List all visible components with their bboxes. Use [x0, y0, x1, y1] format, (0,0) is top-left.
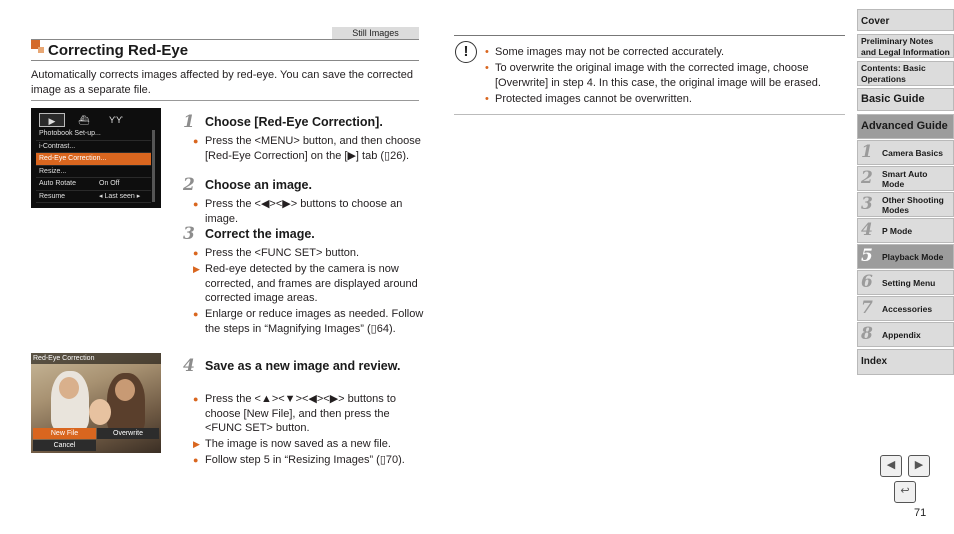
nav-chapter-8[interactable]: 8 Appendix: [857, 322, 954, 347]
print-tab-icon: ⛴: [78, 115, 90, 125]
caution-icon: !: [455, 41, 477, 63]
section-heading: [31, 39, 419, 61]
overwrite-option: Overwrite: [97, 428, 159, 439]
camera-menu-row: Photobook Set-up...: [36, 128, 151, 141]
step-result: ▶ The image is now saved as a new file.: [193, 438, 391, 450]
cancel-option: Cancel: [33, 440, 96, 451]
camera-menu-list: [36, 128, 151, 203]
step-heading: Correct the image.: [205, 227, 315, 241]
page-title: Correcting Red-Eye: [48, 42, 189, 59]
intro-text: Automatically corrects images affected by red-eye. You can save the corrected image as a separate file.: [31, 69, 413, 96]
face-child: [89, 399, 111, 425]
caution-item: • To overwrite the original image with the corrected image, choose [Overwrite] in step 4. In this case, the original image will be erased.: [485, 62, 821, 89]
camera-menu-row: Resume ◂ Last seen ▸: [36, 191, 151, 204]
notice-divider-bottom: [454, 114, 845, 115]
step-heading: Choose [Red-Eye Correction].: [205, 115, 383, 129]
step-bullet: ● Press the <MENU> button, and then choose [Red-Eye Correction] on the [▶] tab (▯26).: [193, 135, 421, 162]
step-number: 1: [183, 112, 195, 132]
section-tab-label: Still Images: [332, 27, 419, 39]
camera-menu-tabs: [35, 113, 157, 127]
camera-menu-scrollbar: [152, 130, 155, 202]
face-left: [59, 377, 79, 399]
nav-chapter-3[interactable]: 3 Other Shooting Modes: [857, 192, 954, 217]
nav-index[interactable]: Index: [857, 349, 954, 375]
face-right: [115, 379, 135, 401]
settings-tab-icon: ƳƳ: [109, 115, 123, 125]
step-bullet: ● Follow step 5 in “Resizing Images” (▯70).: [193, 454, 405, 466]
nav-advanced-guide[interactable]: Advanced Guide: [857, 114, 954, 139]
nav-chapter-5[interactable]: 5 Playback Mode: [857, 244, 954, 269]
nav-chapter-6[interactable]: 6 Setting Menu: [857, 270, 954, 295]
nav-chapter-1[interactable]: 1 Camera Basics: [857, 140, 954, 165]
step-number: 2: [183, 175, 195, 195]
nav-cover[interactable]: Cover: [857, 9, 954, 31]
nav-chapter-7[interactable]: 7 Accessories: [857, 296, 954, 321]
next-page-icon[interactable]: ▶: [908, 455, 930, 477]
return-icon[interactable]: ↩: [894, 481, 916, 503]
camera-menu-row: Auto Rotate On Off: [36, 178, 151, 191]
step-number: 4: [183, 356, 195, 376]
intro-divider: [31, 100, 419, 101]
step-result: ▶ Red-eye detected by the camera is now corrected, and frames are displayed around corrected image areas.: [193, 263, 418, 304]
step-number: 3: [183, 224, 195, 244]
caution-notes: [485, 45, 845, 108]
camera-menu-row: i-Contrast...: [36, 141, 151, 154]
nav-contents[interactable]: Contents: Basic Operations: [857, 61, 954, 86]
camera-menu-row-selected: Red-Eye Correction...: [36, 153, 151, 166]
red-eye-preview-screenshot: [31, 353, 161, 453]
preview-header: Red-Eye Correction: [31, 353, 161, 364]
step-bullet: ● Press the <◀><▶> buttons to choose an image.: [193, 198, 403, 225]
step-bullet: ● Press the <FUNC SET> button.: [193, 247, 360, 259]
heading-marker-accent: [38, 47, 44, 53]
step-bullet: ● Press the <▲><▼><◀><▶> buttons to choose [New File], and then press the <FUNC SET> button.: [193, 393, 396, 434]
new-file-option: New File: [33, 428, 96, 439]
nav-basic-guide[interactable]: Basic Guide: [857, 88, 954, 111]
camera-menu-row: Resize...: [36, 166, 151, 179]
step-bullet: ● Enlarge or reduce images as needed. Follow the steps in “Magnifying Images” (▯64).: [193, 308, 424, 335]
notice-divider-top: [454, 35, 845, 36]
step-heading: Save as a new image and review.: [205, 359, 401, 373]
previous-page-icon[interactable]: ◀: [880, 455, 902, 477]
nav-chapter-2[interactable]: 2 Smart Auto Mode: [857, 166, 954, 191]
caution-item: • Protected images cannot be overwritten.: [485, 92, 692, 105]
camera-menu-screenshot: [31, 108, 161, 208]
nav-chapter-4[interactable]: 4 P Mode: [857, 218, 954, 243]
page-number: 71: [914, 507, 927, 519]
step-heading: Choose an image.: [205, 178, 312, 192]
caution-item: • Some images may not be corrected accurately.: [485, 46, 725, 58]
playback-tab-icon: ▶: [39, 113, 65, 127]
nav-preliminary-notes[interactable]: Preliminary Notes and Legal Information: [857, 34, 954, 58]
